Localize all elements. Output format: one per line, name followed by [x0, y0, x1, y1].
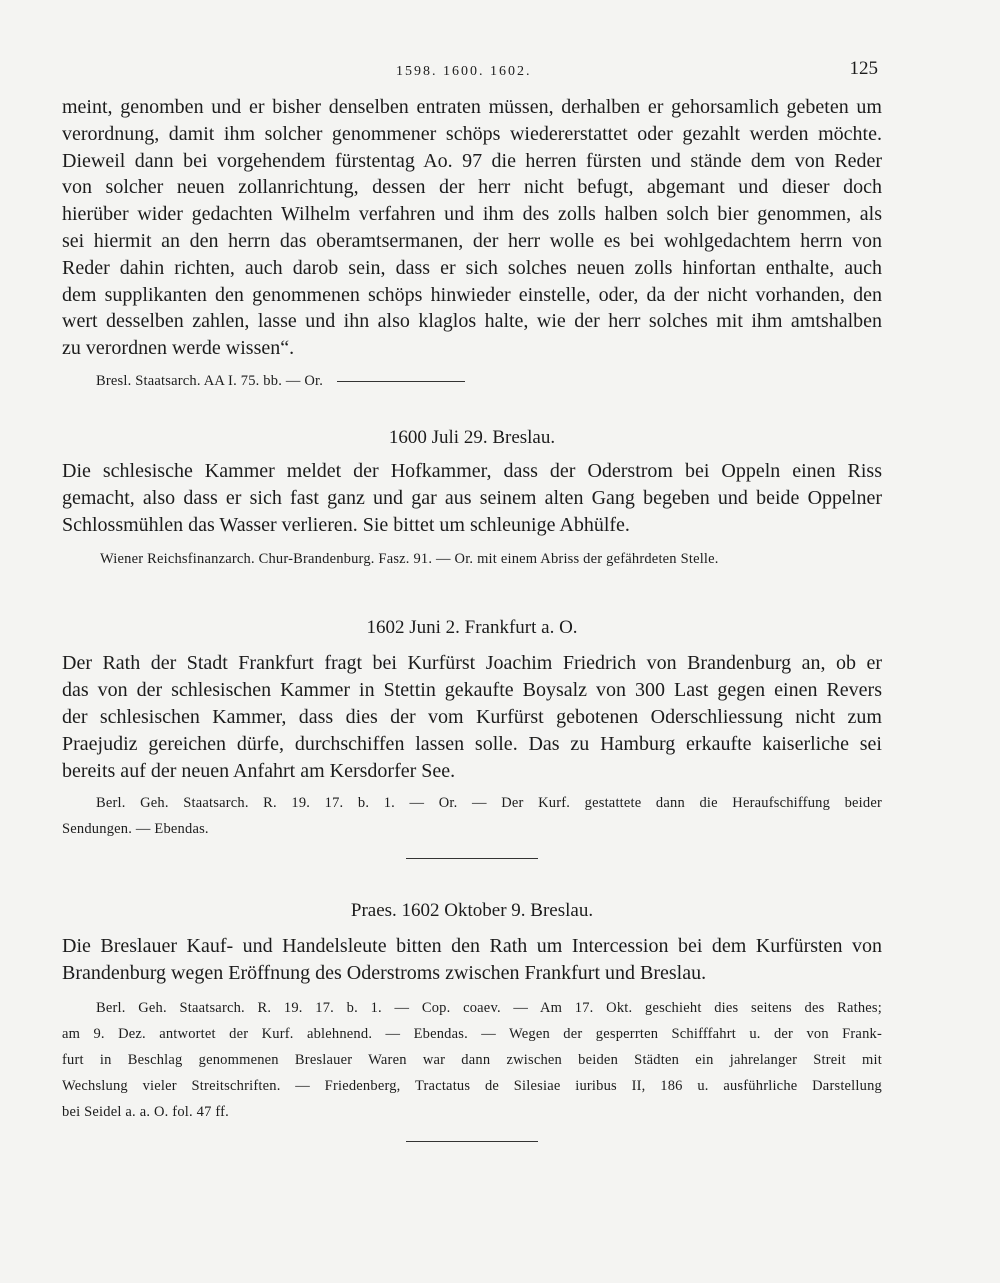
entry-paragraph [62, 650, 882, 784]
text-line: Schlossmühlen das Wasser verlieren. Sie bittet um schleunige Abhülfe. [62, 513, 630, 536]
text-line: Die schlesische Kammer meldet der Hofkammer, dass der Oderstrom bei Oppeln einen Riss [62, 459, 882, 482]
source-citation [62, 995, 882, 1125]
text-line: Der Rath der Stadt Frankfurt fragt bei Kurfürst Joachim Friedrich von Brandenburg an, ob er [62, 652, 882, 675]
text-line: Praejudiz gereichen dürfe, durchschiffen lassen solle. Das zu Hamburg erkaufte kaiserliche sei [62, 732, 882, 755]
text-line: wert desselben zahlen, lasse und ihn also klaglos halte, wie der herr solches mit ihm amtshalben [62, 310, 882, 333]
text-line: Brandenburg wegen Eröffnung des Oderstroms zwischen Frankfurt und Breslau. [62, 962, 707, 985]
text-line: zu verordnen werde wissen“. [62, 337, 295, 360]
text-line: der schlesischen Kammer, dass dies der vom Kurfürst gebotenen Oderschliessung nicht zum [62, 705, 882, 728]
entry-heading: Praes. 1602 Oktober 9. Breslau. [350, 900, 594, 922]
source-line: Berl. Geh. Staatsarch. R. 19. 17. b. 1. — Or. — Der Kurf. gestattete dann die Heraufschiffung beider [96, 795, 882, 812]
text-line: dem supplikanten den genommenen schöps hinwieder einstelle, oder, da der nicht vorhanden, den [62, 283, 882, 306]
text-line: bereits auf der neuen Anfahrt am Kersdorfer See. [62, 759, 456, 782]
page-number: 125 [849, 58, 878, 79]
text-line: Reder dahin richten, auch darob sein, dass er sich solches neuen zolls hinfortan enthalte, auch [62, 256, 882, 279]
source-line: Berl. Geh. Staatsarch. R. 19. 17. b. 1. — Cop. coaev. — Am 17. Okt. geschieht dies seitens des Rathes; [96, 999, 882, 1016]
section-divider [406, 858, 538, 859]
source-citation [62, 368, 882, 394]
entry-heading: 1602 Juni 2. Frankfurt a. O. [366, 617, 578, 639]
section-divider [406, 1141, 538, 1142]
text-line: Die Breslauer Kauf- und Handelsleute bitten den Rath um Intercession bei dem Kurfürsten von [62, 935, 882, 958]
text-line: das von der schlesischen Kammer in Stettin gekaufte Boysalz von 300 Last gegen einen Revers [62, 679, 882, 702]
page-content [62, 94, 882, 1142]
source-text: Wiener Reichsfinanzarch. Chur-Brandenburg. Fasz. 91. — Or. mit einem Abriss der gefährdeten Stelle. [100, 551, 719, 568]
source-citation [62, 546, 882, 572]
running-head: 1598. 1600. 1602. [396, 64, 532, 79]
continuation-paragraph [62, 94, 882, 362]
source-line: Sendungen. — Ebendas. [62, 821, 209, 838]
source-citation [62, 790, 882, 842]
entry-heading: 1600 Juli 29. Breslau. [388, 426, 556, 448]
text-line: sei hiermit an den herrn das oberamtsermanen, der herr wolle es bei wohlgedachtem herrn von [62, 229, 882, 252]
text-line: verordnung, damit ihm solcher genommener schöps wiedererstattet oder gezahlt werden möchte. [62, 122, 882, 145]
source-text: Bresl. Staatsarch. AA I. 75. bb. — Or. [96, 372, 324, 389]
source-line: am 9. Dez. antwortet der Kurf. ablehnend. — Ebendas. — Wegen der gesperrten Schifffahrt u. der von Frank- [62, 1025, 882, 1042]
text-line: meint, genomben und er bisher denselben entraten müssen, derhalben er gehorsamlich gebeten um [62, 96, 882, 118]
entry-paragraph [62, 933, 882, 987]
source-line: furt in Beschlag genommenen Breslauer Waren war dann zwischen beiden Städten ein jahrelanger Streit mit [62, 1051, 882, 1068]
entry-paragraph [62, 458, 882, 538]
source-line: bei Seidel a. a. O. fol. 47 ff. [62, 1103, 230, 1120]
text-line: von solcher neuen zollanrichtung, dessen der herr nicht befugt, abgemant und dieser doch [62, 176, 882, 199]
text-line: hierüber wider gedachten Wilhelm verfahren und ihm des zolls halben solch bier genommen, als [62, 203, 882, 226]
source-line: Wechslung vieler Streitschriften. — Friedenberg, Tractatus de Silesiae iuribus II, 186 u. ausführliche Darstellung [62, 1077, 882, 1094]
text-line: Dieweil dann bei vorgehendem fürstentag Ao. 97 die herren fürsten und stände dem von Reder [62, 149, 882, 172]
section-divider [337, 381, 465, 382]
text-line: gemacht, also dass er sich fast ganz und gar aus seinem alten Gang begeben und beide Oppelner [62, 486, 882, 509]
